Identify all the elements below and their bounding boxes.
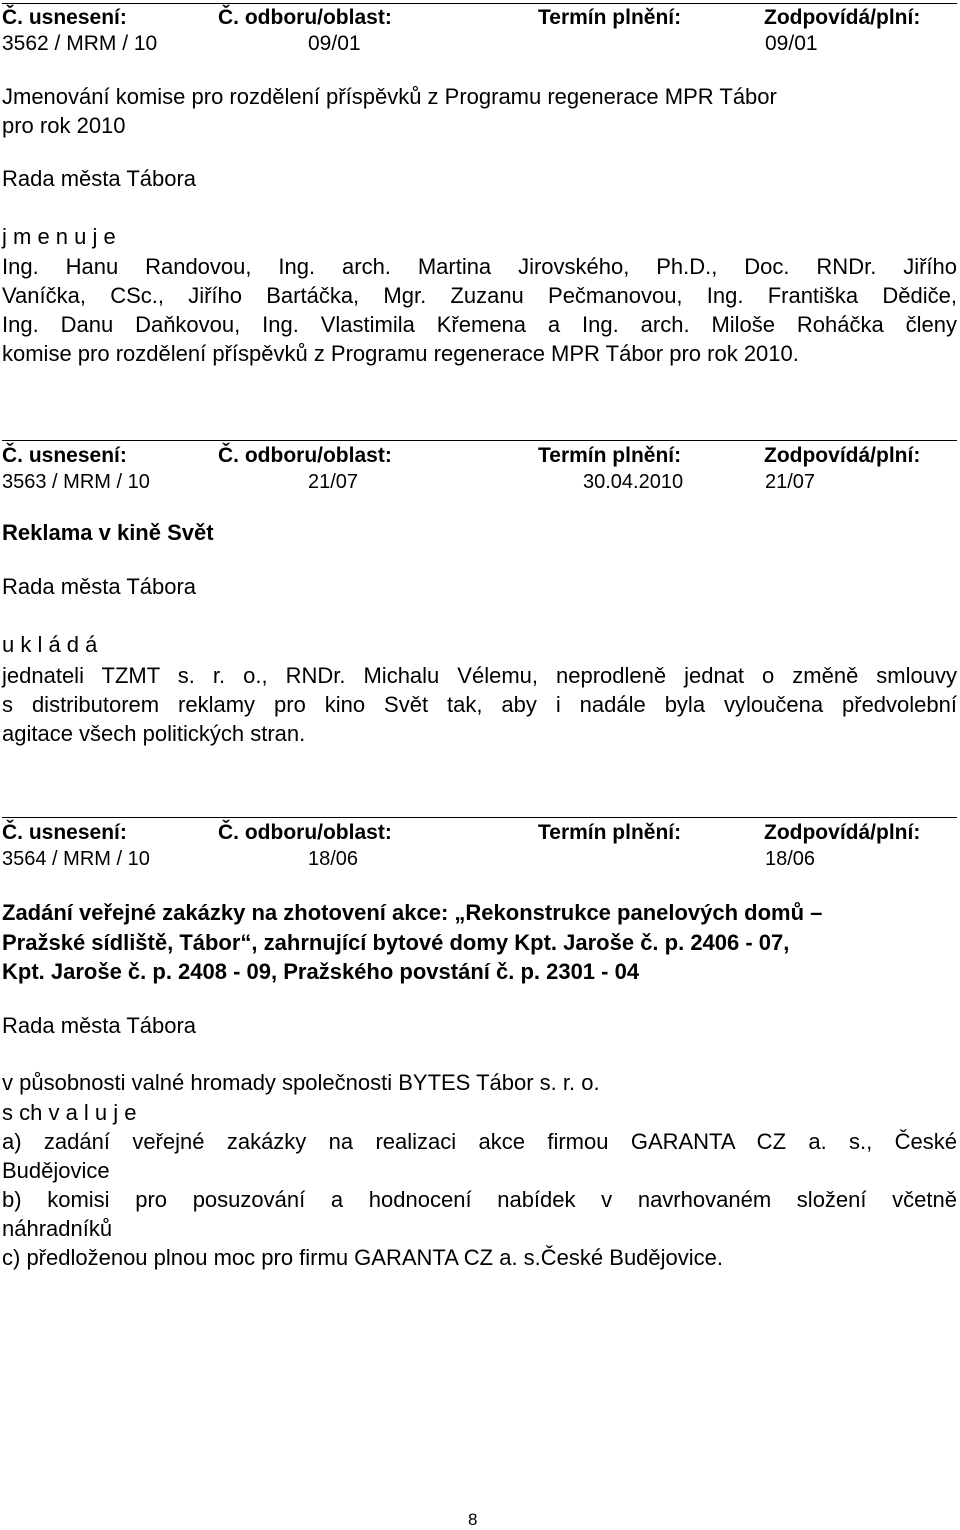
resolution-title: pro rok 2010 <box>2 113 126 138</box>
header-usneseni: Č. usnesení: <box>2 821 127 844</box>
body-line: Vaníčka, CSc., Jiřího Bartáčka, Mgr. Zuzanu Pečmanovou, Ing. Františka Dědiče, <box>2 283 957 308</box>
council-name: Rada města Tábora <box>2 574 197 599</box>
header-rule <box>2 440 957 441</box>
header-odbor: Č. odboru/oblast: <box>218 6 392 29</box>
resolution-title: Jmenování komise pro rozdělení příspěvků z Programu regenerace MPR Tábor <box>2 84 777 109</box>
page-number: 8 <box>468 1510 478 1529</box>
body-line: s distributorem reklamy pro kino Svět tak, aby i nadále byla vyloučena předvolební <box>2 692 957 717</box>
council-name: Rada města Tábora <box>2 166 197 191</box>
header-zodpovida: Zodpovídá/plní: <box>764 821 921 844</box>
resolution-verb: u k l á d á <box>2 632 98 657</box>
resolution-title: Reklama v kině Svět <box>2 520 214 545</box>
resolution-number: 3562 / MRM / 10 <box>2 32 158 55</box>
list-item: a) zadání veřejné zakázky na realizaci akce firmou GARANTA CZ a. s., České <box>2 1129 957 1154</box>
resolution-number: 3563 / MRM / 10 <box>2 471 150 493</box>
resolution-termin: 30.04.2010 <box>583 471 684 493</box>
header-usneseni: Č. usnesení: <box>2 6 127 29</box>
header-rule <box>2 3 957 4</box>
resolution-odbor: 09/01 <box>308 32 361 55</box>
body-line: agitace všech politických stran. <box>2 721 306 746</box>
resolution-odbor: 21/07 <box>308 471 359 493</box>
body-line: komise pro rozdělení příspěvků z Programu regenerace MPR Tábor pro rok 2010. <box>2 341 799 366</box>
resolution-title: Kpt. Jaroše č. p. 2408 - 09, Pražského povstání č. p. 2301 - 04 <box>2 959 640 984</box>
header-termin: Termín plnění: <box>538 821 682 844</box>
resolution-zodpovida: 21/07 <box>765 471 816 493</box>
list-item: náhradníků <box>2 1216 113 1241</box>
body-line: Ing. Danu Daňkovou, Ing. Vlastimila Křemena a Ing. arch. Miloše Roháčka členy <box>2 312 957 337</box>
list-item: c) předloženou plnou moc pro firmu GARANTA CZ a. s.České Budějovice. <box>2 1245 724 1270</box>
resolution-number: 3564 / MRM / 10 <box>2 848 150 870</box>
header-odbor: Č. odboru/oblast: <box>218 444 392 467</box>
resolution-verb: j m e n u j e <box>2 224 116 249</box>
header-zodpovida: Zodpovídá/plní: <box>764 6 921 29</box>
resolution-zodpovida: 18/06 <box>765 848 816 870</box>
resolution-title: Zadání veřejné zakázky na zhotovení akce: „Rekonstrukce panelových domů – <box>2 900 823 925</box>
resolution-verb: s ch v a l u j e <box>2 1100 137 1125</box>
header-odbor: Č. odboru/oblast: <box>218 821 392 844</box>
body-line: jednateli TZMT s. r. o., RNDr. Michalu Vélemu, neprodleně jednat o změně smlouvy <box>2 663 957 688</box>
resolution-zodpovida: 09/01 <box>765 32 818 55</box>
header-termin: Termín plnění: <box>538 444 682 467</box>
resolution-title: Pražské sídliště, Tábor“, zahrnující bytové domy Kpt. Jaroše č. p. 2406 - 07, <box>2 930 790 955</box>
list-item: Budějovice <box>2 1158 110 1183</box>
header-rule <box>2 817 957 818</box>
header-zodpovida: Zodpovídá/plní: <box>764 444 921 467</box>
council-name: Rada města Tábora <box>2 1013 197 1038</box>
pre-verb-text: v působnosti valné hromady společnosti BYTES Tábor s. r. o. <box>2 1070 600 1095</box>
body-line: Ing. Hanu Randovou, Ing. arch. Martina Jirovského, Ph.D., Doc. RNDr. Jiřího <box>2 254 957 279</box>
header-usneseni: Č. usnesení: <box>2 444 127 467</box>
resolution-odbor: 18/06 <box>308 848 359 870</box>
list-item: b) komisi pro posuzování a hodnocení nabídek v navrhovaném složení včetně <box>2 1187 957 1212</box>
header-termin: Termín plnění: <box>538 6 682 29</box>
